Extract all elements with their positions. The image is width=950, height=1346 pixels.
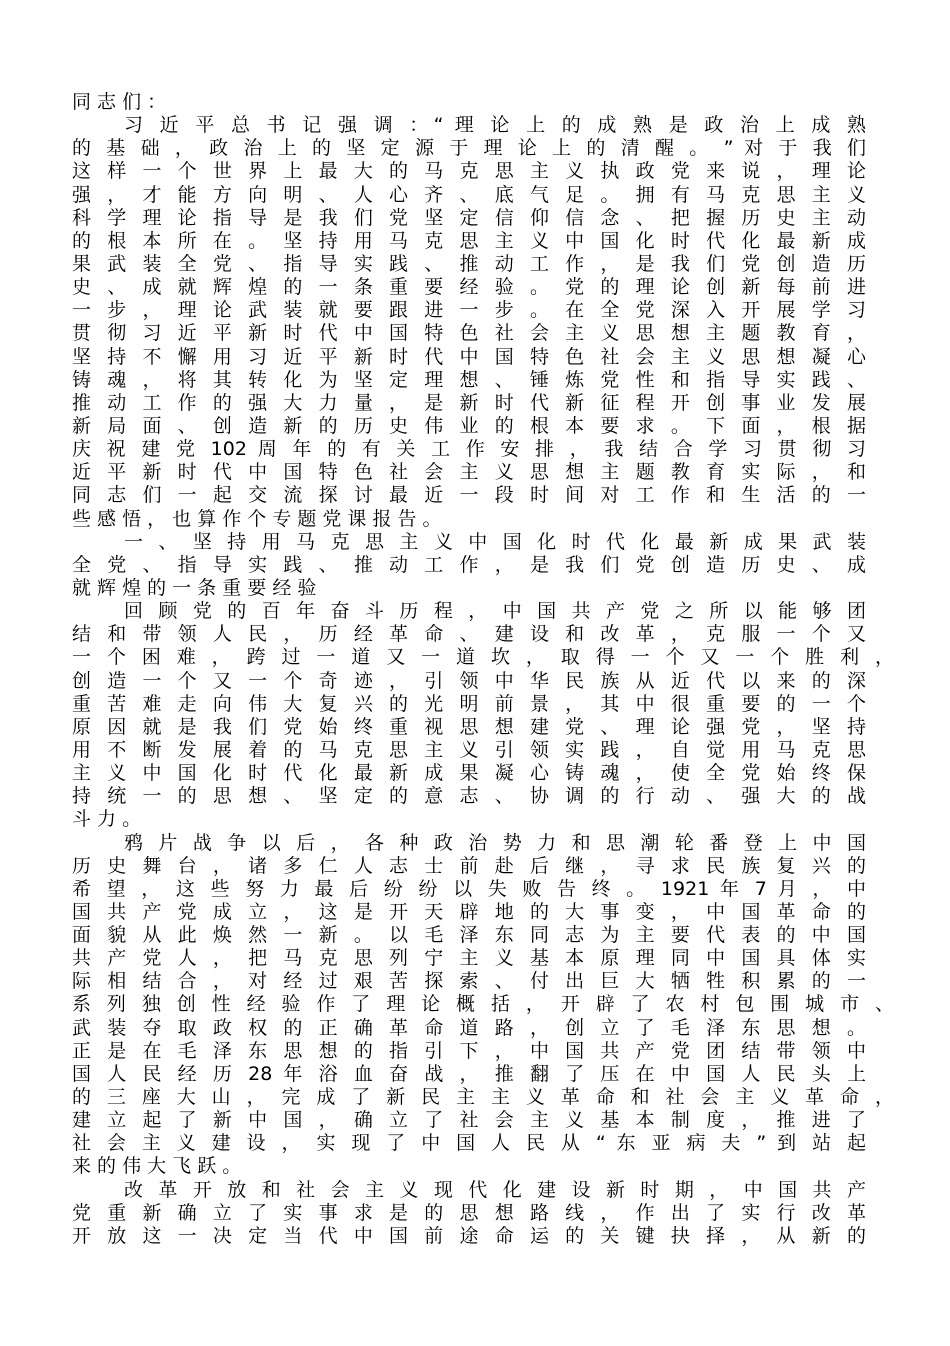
text-line: 科 学 理 论 指 导 是 我 们 党 坚 定 信 仰 信 念 、 把 握 历 史 主 动 xyxy=(72,206,866,229)
document-body xyxy=(72,91,894,1248)
text-line: 历 史 舞 台 ， 诸 多 仁 人 志 士 前 赴 后 继 ， 寻 求 民 族 复 兴 的 xyxy=(72,854,866,877)
text-line: 重 苦 难 走 向 伟 大 复 兴 的 光 明 前 景 ， 其 中 很 重 要 的 一 个 xyxy=(72,692,866,715)
text-line: 一 步 ， 理 论 武 装 就 要 跟 进 一 步 。 在 全 党 深 入 开 展 学 习 xyxy=(72,299,866,322)
text-line: 就 辉 煌 的 一 条 重 要 经 验 xyxy=(72,576,317,599)
text-line: 同 志 们 一 起 交 流 探 讨 最 近 一 段 时 间 对 工 作 和 生 活 的 一 xyxy=(72,484,866,507)
text-line: 武 装 夺 取 政 权 的 正 确 革 命 道 路 ， 创 立 了 毛 泽 东 思 想 。 xyxy=(72,1016,866,1039)
text-line: 这 样 一 个 世 界 上 最 大 的 马 克 思 主 义 执 政 党 来 说 ， 理 论 xyxy=(72,160,866,183)
text-line: 原 因 就 是 我 们 党 始 终 重 视 思 想 建 党 、 理 论 强 党 ， 坚 持 xyxy=(72,715,866,738)
text-line: 党 重 新 确 立 了 实 事 求 是 的 思 想 路 线 ， 作 出 了 实 行 改 革 xyxy=(72,1201,866,1224)
text-line: 用 不 断 发 展 着 的 马 克 思 主 义 引 领 实 践 ， 自 觉 用 马 克 思 xyxy=(72,738,866,761)
text-line: 的 根 本 所 在 。 坚 持 用 马 克 思 主 义 中 国 化 时 代 化 最 新 成 xyxy=(72,229,866,252)
text-line: 系 列 独 创 性 经 验 作 了 理 论 概 括 ， 开 辟 了 农 村 包 围 城 市 、 xyxy=(72,993,894,1016)
text-line: 正 是 在 毛 泽 东 思 想 的 指 引 下 ， 中 国 共 产 党 团 结 带 领 中 xyxy=(72,1039,866,1062)
greeting-line: 同 志 们 ： xyxy=(72,91,167,113)
text-line: 建 立 起 了 新 中 国 ， 确 立 了 社 会 主 义 基 本 制 度 ， 推 进 了 xyxy=(72,1109,866,1132)
text-line: 来 的 伟 大 飞 跃 。 xyxy=(72,1155,242,1178)
text-line: 铸 魂 ， 将 其 转 化 为 坚 定 理 想 、 锤 炼 党 性 和 指 导 实 践 、 xyxy=(72,368,866,391)
text-line: 创 造 一 个 又 一 个 奇 迹 ， 引 领 中 华 民 族 从 近 代 以 来 的 深 xyxy=(72,669,866,692)
text-line: 国 人 民 经 历 28 年 浴 血 奋 战 ， 推 翻 了 压 在 中 国 人 民 头 上 xyxy=(72,1062,866,1085)
text-line: 开 放 这 一 决 定 当 代 中 国 前 途 命 运 的 关 键 抉 择 ， 从 新 的 xyxy=(72,1224,866,1247)
text-line: 面 貌 从 此 焕 然 一 新 。 以 毛 泽 东 同 志 为 主 要 代 表 的 中 国 xyxy=(72,924,866,947)
text-line: 希 望 ， 这 些 努 力 最 后 纷 纷 以 失 败 告 终 。 1921 年 7 月 ， 中 xyxy=(72,877,866,900)
text-line: 习 近 平 总 书 记 强 调 ：“ 理 论 上 的 成 熟 是 政 治 上 成 熟 xyxy=(124,114,866,137)
text-line: 全 党 、 指 导 实 践 、 推 动 工 作 ， 是 我 们 党 创 造 历 史 、 成 xyxy=(72,553,866,576)
text-line: 一 个 困 难 ， 跨 过 一 道 又 一 道 坎 ， 取 得 一 个 又 一 个 胜 利 ， xyxy=(72,646,894,669)
text-line: 共 产 党 人 ， 把 马 克 思 列 宁 主 义 基 本 原 理 同 中 国 具 体 实 xyxy=(72,947,866,970)
text-line: 社 会 主 义 建 设 ， 实 现 了 中 国 人 民 从 “ 东 亚 病 夫 ” 到 站 起 xyxy=(72,1132,866,1155)
text-line: 结 和 带 领 人 民 ， 历 经 革 命 、 建 设 和 改 革 ， 克 服 一 个 又 xyxy=(72,623,866,646)
text-line: 些 感 悟 ， 也 算 作 个 专 题 党 课 报 告 。 xyxy=(72,507,442,530)
text-line: 的 三 座 大 山 ， 完 成 了 新 民 主 主 义 革 命 和 社 会 主 义 革 命 ， xyxy=(72,1086,894,1109)
text-line: 庆 祝 建 党 102 周 年 的 有 关 工 作 安 排 ， 我 结 合 学 习 贯 彻 习 xyxy=(72,438,866,461)
text-line: 际 相 结 合 ， 对 经 过 艰 苦 探 索 、 付 出 巨 大 牺 牲 积 累 的 一 xyxy=(72,970,866,993)
text-line: 回 顾 党 的 百 年 奋 斗 历 程 ， 中 国 共 产 党 之 所 以 能 够 团 xyxy=(124,600,866,623)
text-line: 新 局 面 、 创 造 新 的 历 史 伟 业 的 根 本 要 求 。 下 面 ， 根 据 xyxy=(72,414,866,437)
text-line: 持 统 一 的 思 想 、 坚 定 的 意 志 、 协 调 的 行 动 、 强 大 的 战 xyxy=(72,785,866,808)
text-line: 近 平 新 时 代 中 国 特 色 社 会 主 义 思 想 主 题 教 育 实 际 ， 和 xyxy=(72,461,866,484)
text-line: 推 动 工 作 的 强 大 力 量 ， 是 新 时 代 新 征 程 开 创 事 业 发 展 xyxy=(72,391,866,414)
text-line: 果 武 装 全 党 、 指 导 实 践 、 推 动 工 作 ， 是 我 们 党 创 造 历 xyxy=(72,252,866,275)
text-line: 贯 彻 习 近 平 新 时 代 中 国 特 色 社 会 主 义 思 想 主 题 教 育 ， xyxy=(72,322,866,345)
text-line: 主 义 中 国 化 时 代 化 最 新 成 果 凝 心 铸 魂 ， 使 全 党 始 终 保 xyxy=(72,762,866,785)
text-line: 坚 持 不 懈 用 习 近 平 新 时 代 中 国 特 色 社 会 主 义 思 想 凝 心 xyxy=(72,345,866,368)
text-line: 史 、 成 就 辉 煌 的 一 条 重 要 经 验 。 党 的 理 论 创 新 每 前 进 xyxy=(72,276,866,299)
text-line: 改 革 开 放 和 社 会 主 义 现 代 化 建 设 新 时 期 ， 中 国 共 产 xyxy=(124,1178,866,1201)
text-line: 鸦 片 战 争 以 后 ， 各 种 政 治 势 力 和 思 潮 轮 番 登 上 中 国 xyxy=(124,831,866,854)
text-line: 强 ， 才 能 方 向 明 、 人 心 齐 、 底 气 足 。 拥 有 马 克 思 主 义 xyxy=(72,183,866,206)
text-line: 一 、 坚 持 用 马 克 思 主 义 中 国 化 时 代 化 最 新 成 果 武 装 xyxy=(124,530,866,553)
text-line: 的 基 础 ， 政 治 上 的 坚 定 源 于 理 论 上 的 清 醒 。 ” 对 于 我 们 xyxy=(72,137,866,160)
text-line: 国 共 产 党 成 立 ， 这 是 开 天 辟 地 的 大 事 变 ， 中 国 革 命 的 xyxy=(72,900,866,923)
text-line: 斗 力 。 xyxy=(72,808,142,831)
